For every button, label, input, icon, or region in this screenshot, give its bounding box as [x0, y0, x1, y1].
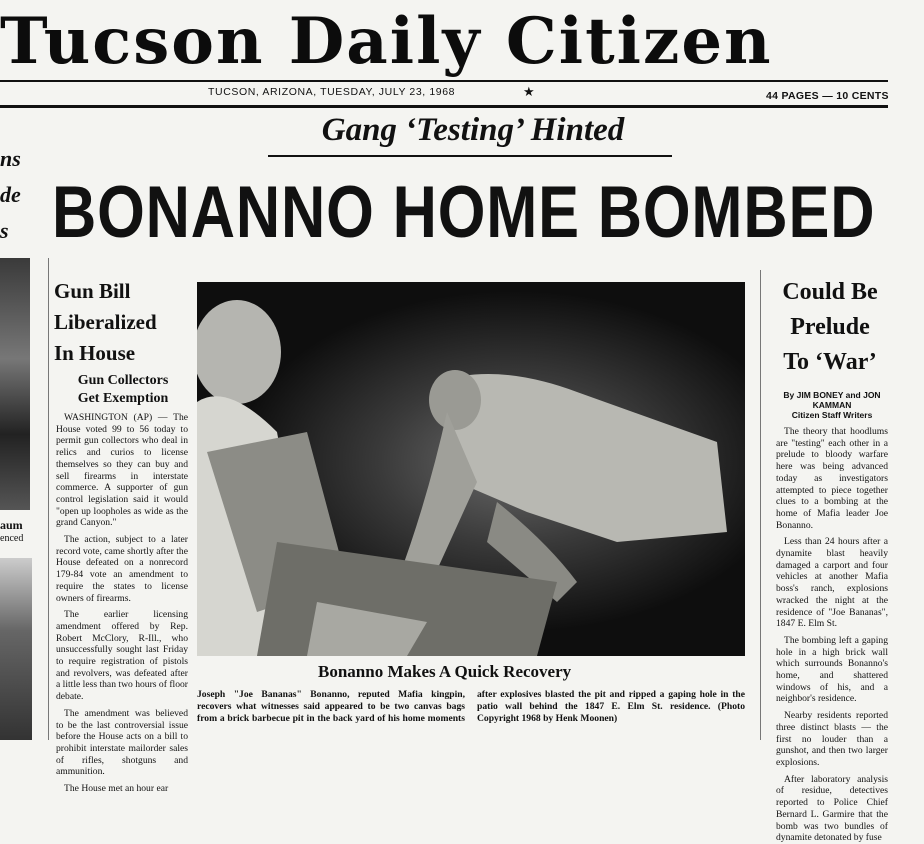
banner-headline: BONANNO HOME BOMBED [52, 172, 876, 253]
column-rule [48, 258, 49, 740]
war-paragraph: Less than 24 hours after a dynamite blast heavily damaged a carport and four vehicles at another Mafia boss's ranch, explosions wracked the night at the residence of "Joe Bananas", 1847 E. Elm St. [776, 536, 888, 630]
war-headline-line: Could Be [782, 279, 878, 305]
gun-story-body [56, 412, 188, 795]
masthead-rule-bottom [0, 105, 888, 108]
masthead-title: Tucson Daily Citizen [0, 4, 773, 79]
photo-caption-head: Bonanno Makes A Quick Recovery [318, 662, 572, 681]
left-stub-line: de [0, 182, 21, 207]
war-headline-line: To ‘War’ [783, 349, 877, 375]
photo-caption: Joseph "Joe Bananas" Bonanno, reputed Mafia kingpin, recovers what witnesses said appeared to be two canvas bags from a brick barbecue pit in the back yard of his home moments after explosives blasted the pit and ripped a gaping hole in the patio wall behind the 1847 E. Elm St. residence. (Photo Copyright 1968 by Henk Moonen) [197, 689, 745, 724]
kicker-underline [268, 155, 672, 157]
news-photo [197, 282, 745, 656]
gun-headline-line: Liberalized [54, 310, 157, 334]
gun-subhead-line: Gun Collectors [77, 373, 169, 388]
left-stub-line: s [0, 218, 9, 243]
gun-paragraph: The amendment was believed to be the last controversial issue before the House acts on a bill to prohibit interstate mailorder sales of rifles, shotguns and ammunition. [56, 707, 188, 778]
gun-paragraph: The action, subject to a later record vote, came shortly after the House defeated on a nonrecord 179-84 vote an amendment to require the states to license owners of firearms. [56, 534, 188, 604]
war-byline: Citizen Staff Writers [791, 410, 873, 420]
price-line: 44 PAGES — 10 CENTS [766, 90, 889, 102]
war-byline: By JIM BONEY and JON [783, 390, 881, 400]
masthead-rule-top [0, 80, 888, 82]
left-stub-caption: enced [0, 533, 24, 544]
war-paragraph: The theory that hoodlums are "testing" each other in a prelude to bloody warfare here was being advanced today as investigators attempted to piece together clues to a bombing at the home of Mafia leader Joe Bonanno. [776, 426, 888, 531]
gun-headline-line: In House [54, 341, 136, 365]
dateline: TUCSON, ARIZONA, TUESDAY, JULY 23, 1968 [208, 86, 456, 98]
left-stub-photo [0, 258, 30, 510]
photo-scene [197, 282, 745, 656]
star-icon: ★ [523, 84, 535, 99]
column-rule [760, 270, 761, 740]
left-stub-photo-2 [0, 558, 32, 740]
gun-paragraph: WASHINGTON (AP) — The House voted 99 to 56 today to permit gun collectors who deal in relics and curios to license themselves so they can buy and sell firearms in interstate commerce. A supporter of gun control legislation said it would "open up loopholes as wide as the grand Canyon." [56, 412, 188, 529]
war-byline: KAMMAN [812, 400, 852, 410]
left-stub-caption: aum [0, 518, 23, 532]
war-paragraph: The bombing left a gaping hole in a high brick wall which surrounds Bonanno's home, and shattered windows of his, and a neighbor's residence. [776, 634, 888, 705]
gun-paragraph: The earlier licensing amendment offered by Rep. Robert McClory, R-Ill., who unsuccessfully sought last Friday to require registration of pistols and revolvers, was defeated after a little less than two hours of floor debate. [56, 609, 188, 703]
gun-paragraph: The House met an hour ear [64, 783, 169, 795]
war-story-body [776, 426, 888, 844]
war-headline-line: Prelude [790, 314, 870, 340]
war-paragraph: After laboratory analysis of residue, detectives reported to Police Chief Bernard L. Garmire that the bomb was two bundles of dynamite detonated by fuse [776, 773, 888, 844]
gun-headline-line: Gun Bill [54, 279, 131, 303]
left-stub-line: ns [0, 146, 21, 171]
kicker-headline: Gang ‘Testing’ Hinted [321, 112, 625, 148]
war-paragraph: Nearby residents reported three distinct blasts — the first no louder than a gunshot, and then two larger explosions. [776, 710, 888, 768]
gun-subhead-line: Get Exemption [77, 391, 169, 406]
